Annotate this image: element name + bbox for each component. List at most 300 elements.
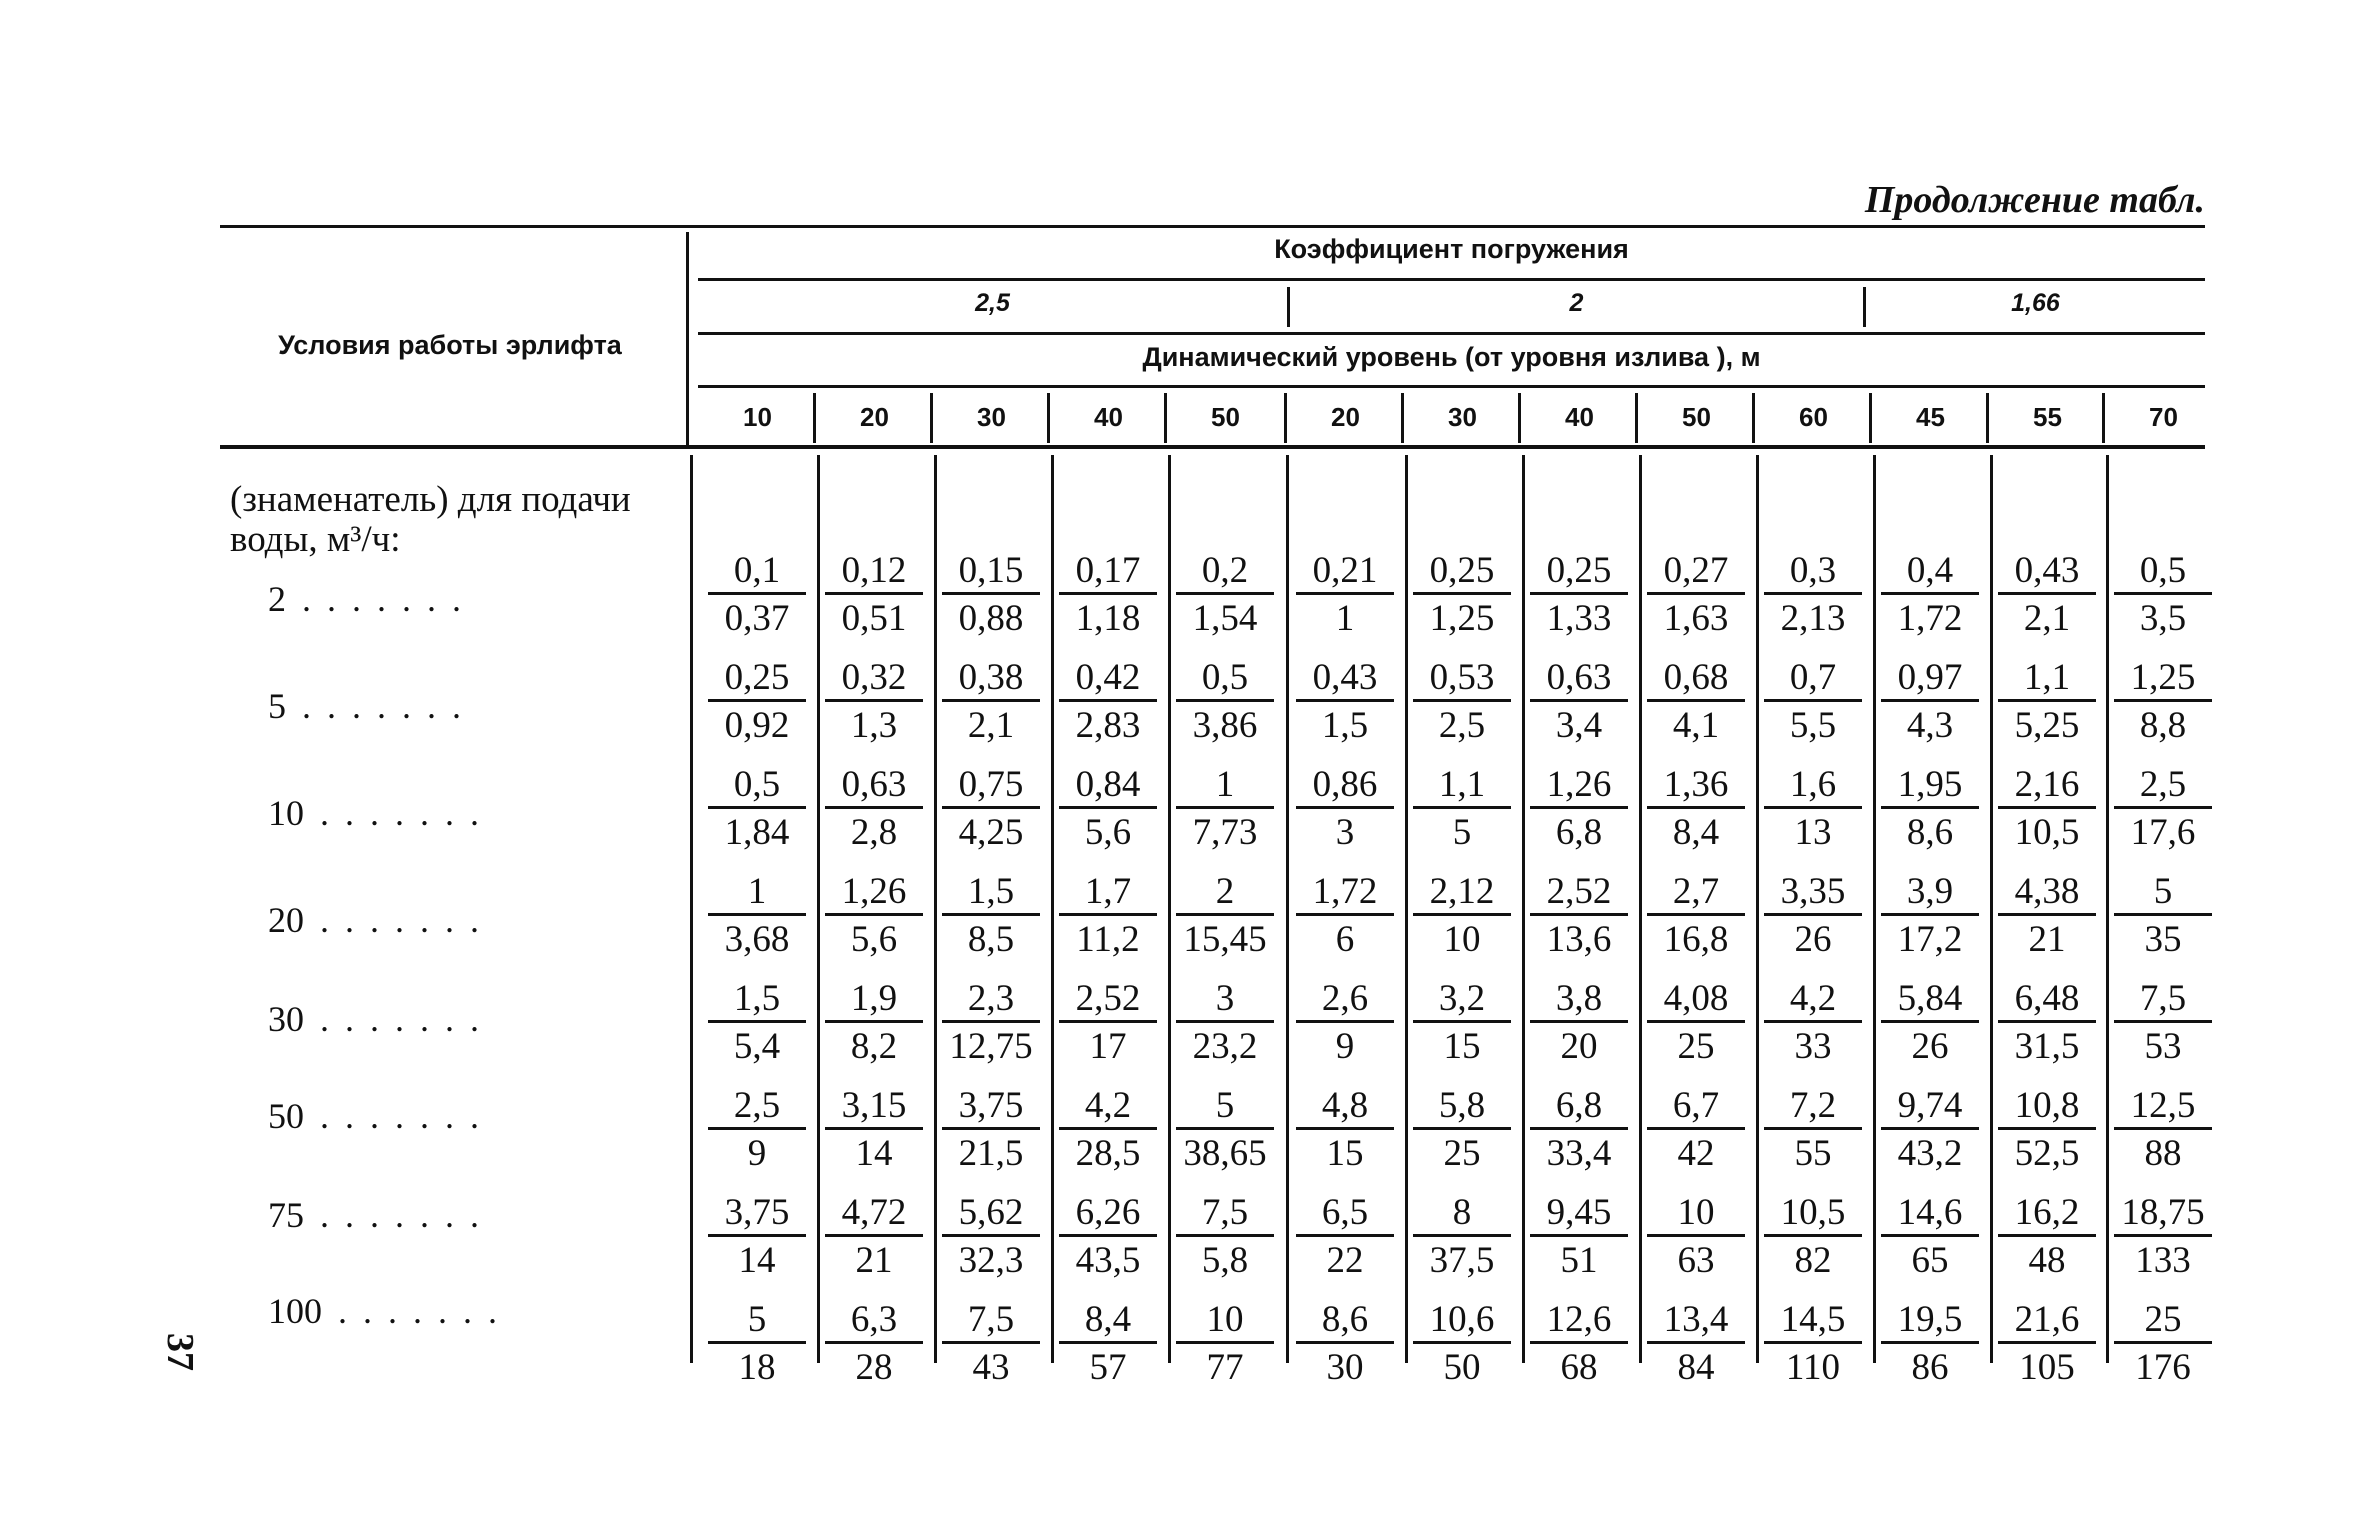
- table-cell: [700, 871, 814, 960]
- denominator-value: 2,8: [850, 812, 898, 853]
- table-cell: [1639, 550, 1753, 639]
- table-cell: [700, 657, 814, 746]
- table-cell: [934, 1299, 1048, 1388]
- numerator-value: 13,4: [1663, 1299, 1729, 1340]
- numerator-value: 0,63: [1546, 657, 1612, 698]
- numerator-value: 0,15: [958, 550, 1024, 591]
- table-cell: [1639, 657, 1753, 746]
- numerator-value: 19,5: [1897, 1299, 1963, 1340]
- table-cell: [1051, 871, 1165, 960]
- table-cell: [2106, 764, 2220, 853]
- numerator-value: 0,2: [1201, 550, 1249, 591]
- flow-rate-value: 50: [268, 1096, 304, 1136]
- numerator-value: 2,52: [1546, 871, 1612, 912]
- denominator-value: 17,2: [1897, 919, 1963, 960]
- denominator-value: 3,5: [2139, 598, 2187, 639]
- denominator-value: 26: [1911, 1026, 1949, 1067]
- coefficient-value: 2: [1569, 289, 1584, 317]
- level-divider: [1284, 393, 1287, 443]
- table-cell: [1990, 550, 2104, 639]
- numerator-value: 18,75: [2121, 1192, 2205, 1233]
- table-cell: [1288, 550, 1402, 639]
- numerator-value: 2,16: [2014, 764, 2080, 805]
- numerator-value: 1,6: [1789, 764, 1837, 805]
- denominator-value: 86: [1911, 1347, 1949, 1388]
- numerator-value: 1,1: [2023, 657, 2071, 698]
- numerator-value: 2,5: [733, 1085, 781, 1126]
- numerator-value: 1,5: [733, 978, 781, 1019]
- numerator-value: 6,7: [1672, 1085, 1720, 1126]
- table-cell: [1873, 978, 1987, 1067]
- flow-rate-label: [268, 998, 668, 1040]
- denominator-value: 30: [1326, 1347, 1364, 1388]
- table-cell: [1405, 871, 1519, 960]
- numerator-value: 0,27: [1663, 550, 1729, 591]
- denominator-value: 5,5: [1789, 705, 1837, 746]
- table-cell: [2106, 1299, 2220, 1388]
- table-cell: [817, 764, 931, 853]
- table-cell: [817, 657, 931, 746]
- table-cell: [2106, 657, 2220, 746]
- numerator-value: 14,5: [1780, 1299, 1846, 1340]
- denominator-value: 25: [1677, 1026, 1715, 1067]
- denominator-value: 4,25: [958, 812, 1024, 853]
- numerator-value: 0,5: [1201, 657, 1249, 698]
- table-cell: [1756, 978, 1870, 1067]
- table-cell: [1990, 871, 2104, 960]
- table-cell: [2106, 1085, 2220, 1174]
- table-cell: [1051, 1192, 1165, 1281]
- table-cell: [1756, 1085, 1870, 1174]
- numerator-value: 12,6: [1546, 1299, 1612, 1340]
- level-header: 20: [860, 402, 889, 432]
- numerator-value: 10,6: [1429, 1299, 1495, 1340]
- numerator-value: 10: [1677, 1192, 1715, 1233]
- numerator-value: 1,5: [967, 871, 1015, 912]
- numerator-value: 7,2: [1789, 1085, 1837, 1126]
- denominator-value: 18: [738, 1347, 776, 1388]
- table-cell: [2106, 550, 2220, 639]
- level-header: 30: [1448, 402, 1477, 432]
- stub-divider: [686, 232, 689, 447]
- table-cell: [934, 764, 1048, 853]
- denominator-value: 3,86: [1192, 705, 1258, 746]
- coefficient-value: 1,66: [2011, 289, 2060, 317]
- denominator-value: 5: [1452, 812, 1472, 853]
- denominator-value: 3,4: [1555, 705, 1603, 746]
- numerator-value: 3,2: [1438, 978, 1486, 1019]
- denominator-value: 3: [1335, 812, 1355, 853]
- numerator-value: 8,4: [1084, 1299, 1132, 1340]
- denominator-value: 17: [1089, 1026, 1127, 1067]
- numerator-value: 4,8: [1321, 1085, 1369, 1126]
- numerator-value: 10,5: [1780, 1192, 1846, 1233]
- page-number: 37: [159, 1333, 201, 1371]
- leader-dots: .......: [320, 793, 495, 833]
- table-cell: [817, 1085, 931, 1174]
- denominator-value: 13,6: [1546, 919, 1612, 960]
- numerator-value: 12,5: [2130, 1085, 2196, 1126]
- leader-dots: .......: [320, 999, 495, 1039]
- table-cell: [1756, 550, 1870, 639]
- flow-rate-label: [268, 685, 668, 727]
- table-cell: [1873, 550, 1987, 639]
- numerator-value: 7,5: [2139, 978, 2187, 1019]
- numerator-value: 0,12: [841, 550, 907, 591]
- numerator-value: 4,08: [1663, 978, 1729, 1019]
- table-cell: [1288, 1192, 1402, 1281]
- table-cell: [1288, 978, 1402, 1067]
- table-cell: [1405, 1085, 1519, 1174]
- table-cell: [817, 1299, 931, 1388]
- denominator-value: 55: [1794, 1133, 1832, 1174]
- denominator-value: 43,2: [1897, 1133, 1963, 1174]
- denominator-value: 1,72: [1897, 598, 1963, 639]
- table-cell: [700, 764, 814, 853]
- flow-rate-value: 30: [268, 999, 304, 1039]
- denominator-value: 10,5: [2014, 812, 2080, 853]
- denominator-value: 42: [1677, 1133, 1715, 1174]
- numerator-value: 5,8: [1438, 1085, 1486, 1126]
- denominator-value: 1,18: [1075, 598, 1141, 639]
- table-cell: [1522, 978, 1636, 1067]
- numerator-value: 4,72: [841, 1192, 907, 1233]
- numerator-value: 5: [747, 1299, 767, 1340]
- numerator-value: 0,86: [1312, 764, 1378, 805]
- numerator-value: 1,7: [1084, 871, 1132, 912]
- denominator-value: 11,2: [1076, 919, 1140, 960]
- table-cell: [1873, 657, 1987, 746]
- leader-dots: .......: [302, 579, 477, 619]
- table-cell: [1990, 657, 2104, 746]
- denominator-value: 31,5: [2014, 1026, 2080, 1067]
- numerator-value: 2,7: [1672, 871, 1720, 912]
- numerator-value: 1,26: [1546, 764, 1612, 805]
- denominator-value: 26: [1794, 919, 1832, 960]
- numerator-value: 3,35: [1780, 871, 1846, 912]
- numerator-value: 0,5: [2139, 550, 2187, 591]
- denominator-value: 5,25: [2014, 705, 2080, 746]
- numerator-value: 0,25: [1429, 550, 1495, 591]
- numerator-value: 2,52: [1075, 978, 1141, 1019]
- table-cell: [1639, 1192, 1753, 1281]
- numerator-value: 8: [1452, 1192, 1472, 1233]
- numerator-value: 2,3: [967, 978, 1015, 1019]
- denominator-value: 2,5: [1438, 705, 1486, 746]
- denominator-value: 43: [972, 1347, 1010, 1388]
- level-header: 50: [1682, 402, 1711, 432]
- numerator-value: 1,25: [2130, 657, 2196, 698]
- denominator-value: 43,5: [1075, 1240, 1141, 1281]
- stub-title: Условия работы эрлифта: [278, 330, 622, 360]
- flow-rate-label: [268, 1095, 668, 1137]
- table-cell: [1756, 1299, 1870, 1388]
- level-header: 40: [1094, 402, 1123, 432]
- numerator-value: 0,68: [1663, 657, 1729, 698]
- table-cell: [1405, 550, 1519, 639]
- level-header: 20: [1331, 402, 1360, 432]
- table-cell: [1522, 1085, 1636, 1174]
- denominator-value: 176: [2135, 1347, 2191, 1388]
- coefficient-title: Коэффициент погружения: [1274, 234, 1629, 264]
- numerator-value: 6,8: [1555, 1085, 1603, 1126]
- table-cell: [700, 550, 814, 639]
- table-cell: [1168, 1192, 1282, 1281]
- level-header: 10: [743, 402, 772, 432]
- denominator-value: 17,6: [2130, 812, 2196, 853]
- leader-dots: .......: [320, 1096, 495, 1136]
- table-top-rule: [220, 225, 2205, 228]
- numerator-value: 9,45: [1546, 1192, 1612, 1233]
- table-cell: [1288, 871, 1402, 960]
- stub-divider-body: [690, 455, 693, 1363]
- numerator-value: 5,62: [958, 1192, 1024, 1233]
- table-cell: [1405, 1192, 1519, 1281]
- table-cell: [1405, 764, 1519, 853]
- numerator-value: 1,9: [850, 978, 898, 1019]
- denominator-value: 3,68: [724, 919, 790, 960]
- level-header: 60: [1799, 402, 1828, 432]
- numerator-value: 10,8: [2014, 1085, 2080, 1126]
- denominator-value: 1,84: [724, 812, 790, 853]
- denominator-value: 21: [2028, 919, 2066, 960]
- table-cell: [1990, 978, 2104, 1067]
- denominator-value: 68: [1560, 1347, 1598, 1388]
- numerator-value: 6,5: [1321, 1192, 1369, 1233]
- flow-rate-value: 5: [268, 686, 286, 726]
- table-cell: [1756, 871, 1870, 960]
- numerator-value: 8,6: [1321, 1299, 1369, 1340]
- table-cell: [2106, 1192, 2220, 1281]
- denominator-value: 33: [1794, 1026, 1832, 1067]
- table-cell: [1288, 764, 1402, 853]
- table-cell: [817, 550, 931, 639]
- numerator-value: 1,72: [1312, 871, 1378, 912]
- table-cell: [1051, 978, 1165, 1067]
- numerator-value: 3,75: [724, 1192, 790, 1233]
- numerator-value: 3: [1215, 978, 1235, 1019]
- denominator-value: 1,3: [850, 705, 898, 746]
- numerator-value: 1,1: [1438, 764, 1486, 805]
- numerator-value: 0,53: [1429, 657, 1495, 698]
- denominator-value: 8,8: [2139, 705, 2187, 746]
- table-cell: [1405, 1299, 1519, 1388]
- table-cell: [1288, 1085, 1402, 1174]
- denominator-value: 9: [747, 1133, 767, 1174]
- table-cell: [700, 1192, 814, 1281]
- denominator-value: 2,1: [967, 705, 1015, 746]
- table-cell: [1168, 871, 1282, 960]
- denominator-value: 9: [1335, 1026, 1355, 1067]
- denominator-value: 10: [1443, 919, 1481, 960]
- table-cell: [1522, 1192, 1636, 1281]
- numerator-value: 21,6: [2014, 1299, 2080, 1340]
- denominator-value: 13: [1794, 812, 1832, 853]
- level-header: 70: [2149, 402, 2178, 432]
- leader-dots: .......: [320, 1195, 495, 1235]
- denominator-value: 63: [1677, 1240, 1715, 1281]
- table-cell: [1873, 871, 1987, 960]
- flow-rate-value: 75: [268, 1195, 304, 1235]
- denominator-value: 5,6: [850, 919, 898, 960]
- table-cell: [1051, 550, 1165, 639]
- denominator-value: 1,25: [1429, 598, 1495, 639]
- table-cell: [1990, 1085, 2104, 1174]
- table-cell: [1756, 657, 1870, 746]
- table-cell: [700, 1299, 814, 1388]
- numerator-value: 25: [2144, 1299, 2182, 1340]
- numerator-value: 1: [1215, 764, 1235, 805]
- denominator-value: 6,8: [1555, 812, 1603, 853]
- denominator-value: 6: [1335, 919, 1355, 960]
- numerator-value: 0,17: [1075, 550, 1141, 591]
- table-cell: [1873, 1192, 1987, 1281]
- denominator-value: 25: [1443, 1133, 1481, 1174]
- numerator-value: 16,2: [2014, 1192, 2080, 1233]
- table-cell: [1168, 1085, 1282, 1174]
- numerator-value: 5: [2153, 871, 2173, 912]
- leader-dots: .......: [302, 686, 477, 726]
- numerator-value: 0,43: [1312, 657, 1378, 698]
- denominator-value: 133: [2135, 1240, 2191, 1281]
- denominator-value: 77: [1206, 1347, 1244, 1388]
- numerator-value: 7,5: [1201, 1192, 1249, 1233]
- numerator-value: 3,9: [1906, 871, 1954, 912]
- table-cell: [1168, 550, 1282, 639]
- numerator-value: 0,75: [958, 764, 1024, 805]
- numerator-value: 2,5: [2139, 764, 2187, 805]
- coefficient-values-rule: [698, 332, 2205, 335]
- numerator-value: 1,36: [1663, 764, 1729, 805]
- denominator-value: 52,5: [2014, 1133, 2080, 1174]
- numerator-value: 7,5: [967, 1299, 1015, 1340]
- denominator-value: 33,4: [1546, 1133, 1612, 1174]
- denominator-value: 37,5: [1429, 1240, 1495, 1281]
- level-header: 40: [1565, 402, 1594, 432]
- table-cell: [934, 978, 1048, 1067]
- denominator-value: 1,33: [1546, 598, 1612, 639]
- table-cell: [1051, 657, 1165, 746]
- table-cell: [817, 871, 931, 960]
- denominator-value: 28: [855, 1347, 893, 1388]
- table-cell: [1051, 1299, 1165, 1388]
- table-cell: [1522, 1299, 1636, 1388]
- coefficient-rule: [698, 278, 2205, 281]
- leader-dots: .......: [338, 1291, 513, 1331]
- numerator-value: 0,38: [958, 657, 1024, 698]
- denominator-value: 4,3: [1906, 705, 1954, 746]
- numerator-value: 0,5: [733, 764, 781, 805]
- numerator-value: 2,6: [1321, 978, 1369, 1019]
- denominator-value: 5,6: [1084, 812, 1132, 853]
- table-cell: [934, 871, 1048, 960]
- numerator-value: 0,25: [724, 657, 790, 698]
- numerator-value: 0,3: [1789, 550, 1837, 591]
- numerator-value: 0,32: [841, 657, 907, 698]
- denominator-value: 65: [1911, 1240, 1949, 1281]
- flow-rate-label: [268, 792, 668, 834]
- table-cell: [934, 1085, 1048, 1174]
- flow-rate-value: 10: [268, 793, 304, 833]
- table-cell: [1639, 1085, 1753, 1174]
- denominator-value: 50: [1443, 1347, 1481, 1388]
- numerator-value: 3,8: [1555, 978, 1603, 1019]
- table-cell: [700, 978, 814, 1067]
- denominator-value: 48: [2028, 1240, 2066, 1281]
- denominator-value: 0,92: [724, 705, 790, 746]
- numerator-value: 0,25: [1546, 550, 1612, 591]
- table-cell: [1639, 978, 1753, 1067]
- numerator-value: 0,21: [1312, 550, 1378, 591]
- table-cell: [1873, 1299, 1987, 1388]
- flow-rate-value: 2: [268, 579, 286, 619]
- level-header: 45: [1916, 402, 1945, 432]
- numerator-value: 0,63: [841, 764, 907, 805]
- denominator-value: 20: [1560, 1026, 1598, 1067]
- table-cell: [1168, 978, 1282, 1067]
- table-cell: [1522, 550, 1636, 639]
- numerator-value: 6,48: [2014, 978, 2080, 1019]
- table-cell: [1522, 657, 1636, 746]
- table-cell: [1990, 1299, 2104, 1388]
- denominator-value: 0,88: [958, 598, 1024, 639]
- denominator-value: 16,8: [1663, 919, 1729, 960]
- denominator-value: 57: [1089, 1347, 1127, 1388]
- denominator-value: 110: [1785, 1347, 1841, 1388]
- numerator-value: 0,42: [1075, 657, 1141, 698]
- table-cell: [1405, 657, 1519, 746]
- numerator-value: 0,4: [1906, 550, 1954, 591]
- denominator-value: 8,4: [1672, 812, 1720, 853]
- denominator-value: 1,63: [1663, 598, 1729, 639]
- table-cell: [1288, 1299, 1402, 1388]
- denominator-value: 8,6: [1906, 812, 1954, 853]
- numerator-value: 5: [1215, 1085, 1235, 1126]
- denominator-value: 88: [2144, 1133, 2182, 1174]
- denominator-value: 82: [1794, 1240, 1832, 1281]
- header-bottom-rule: [220, 445, 2205, 449]
- table-cell: [1288, 657, 1402, 746]
- denominator-value: 51: [1560, 1240, 1598, 1281]
- table-cell: [817, 1192, 931, 1281]
- denominator-value: 12,75: [949, 1026, 1033, 1067]
- denominator-value: 2,1: [2023, 598, 2071, 639]
- table-cell: [1051, 764, 1165, 853]
- denominator-value: 32,3: [958, 1240, 1024, 1281]
- numerator-value: 4,2: [1084, 1085, 1132, 1126]
- numerator-value: 9,74: [1897, 1085, 1963, 1126]
- table-cell: [817, 978, 931, 1067]
- numerator-value: 5,84: [1897, 978, 1963, 1019]
- level-header: 30: [977, 402, 1006, 432]
- flow-rate-label: [268, 1290, 668, 1332]
- level-header: 50: [1211, 402, 1240, 432]
- table-cell: [2106, 871, 2220, 960]
- denominator-value: 1,54: [1192, 598, 1258, 639]
- denominator-value: 14: [738, 1240, 776, 1281]
- condition-text: (знаменатель) для подачи воды, м³/ч:: [230, 479, 631, 560]
- denominator-value: 14: [855, 1133, 893, 1174]
- numerator-value: 1,26: [841, 871, 907, 912]
- denominator-value: 5,4: [733, 1026, 781, 1067]
- table-cell: [1756, 1192, 1870, 1281]
- denominator-value: 15,45: [1183, 919, 1267, 960]
- flow-rate-label: [268, 899, 668, 941]
- denominator-value: 2,83: [1075, 705, 1141, 746]
- table-cell: [1873, 764, 1987, 853]
- numerator-value: 14,6: [1897, 1192, 1963, 1233]
- denominator-value: 35: [2144, 919, 2182, 960]
